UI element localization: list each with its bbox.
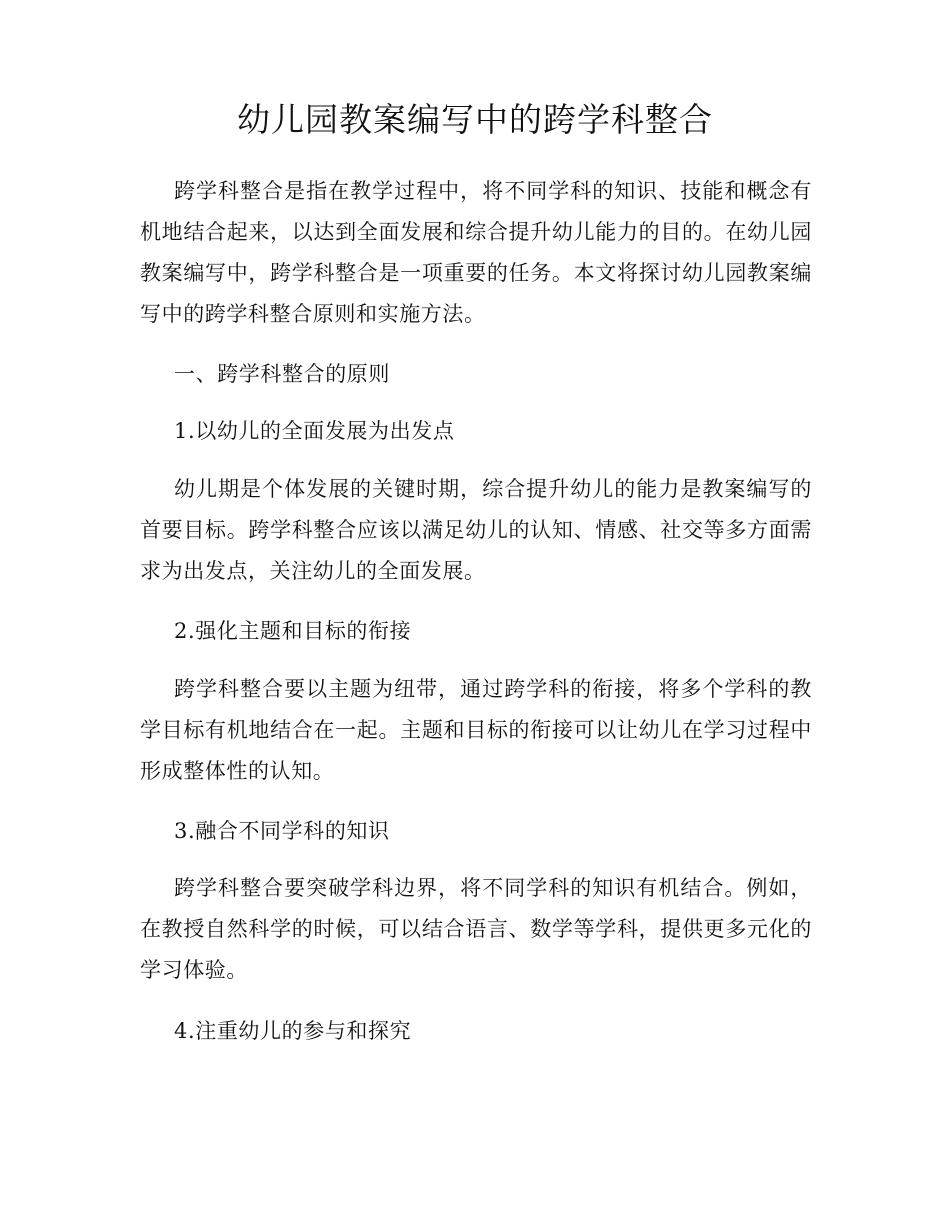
section-heading: 一、跨学科整合的原则 [174,362,390,386]
document-title: 幼儿园教案编写中的跨学科整合 [237,100,713,139]
principle-4-heading: 4.注重幼儿的参与和探究 [174,1019,412,1043]
principle-2-heading: 2.强化主题和目标的衔接 [174,619,412,643]
principle-2-body: 跨学科整合要以主题为纽带，通过跨学科的衔接，将多个学科的教学目标有机地结合在一起。主题和目标的衔接可以让幼儿在学习过程中形成整体性的认知。 [140,677,812,783]
principle-1-heading: 1.以幼儿的全面发展为出发点 [174,419,455,443]
intro-paragraph: 跨学科整合是指在教学过程中，将不同学科的知识、技能和概念有机地结合起来，以达到全面发展和综合提升幼儿能力的目的。在幼儿园教案编写中，跨学科整合是一项重要的任务。本文将探讨幼儿园教案编写中的跨学科整合原则和实施方法。 [140,179,812,326]
principle-3-body: 跨学科整合要突破学科边界，将不同学科的知识有机结合。例如，在教授自然科学的时候，可以结合语言、数学等学科，提供更多元化的学习体验。 [140,876,812,982]
principle-3-heading: 3.融合不同学科的知识 [174,819,390,843]
principle-1-body: 幼儿期是个体发展的关键时期，综合提升幼儿的能力是教案编写的首要目标。跨学科整合应该以满足幼儿的认知、情感、社交等多方面需求为出发点，关注幼儿的全面发展。 [140,477,812,583]
